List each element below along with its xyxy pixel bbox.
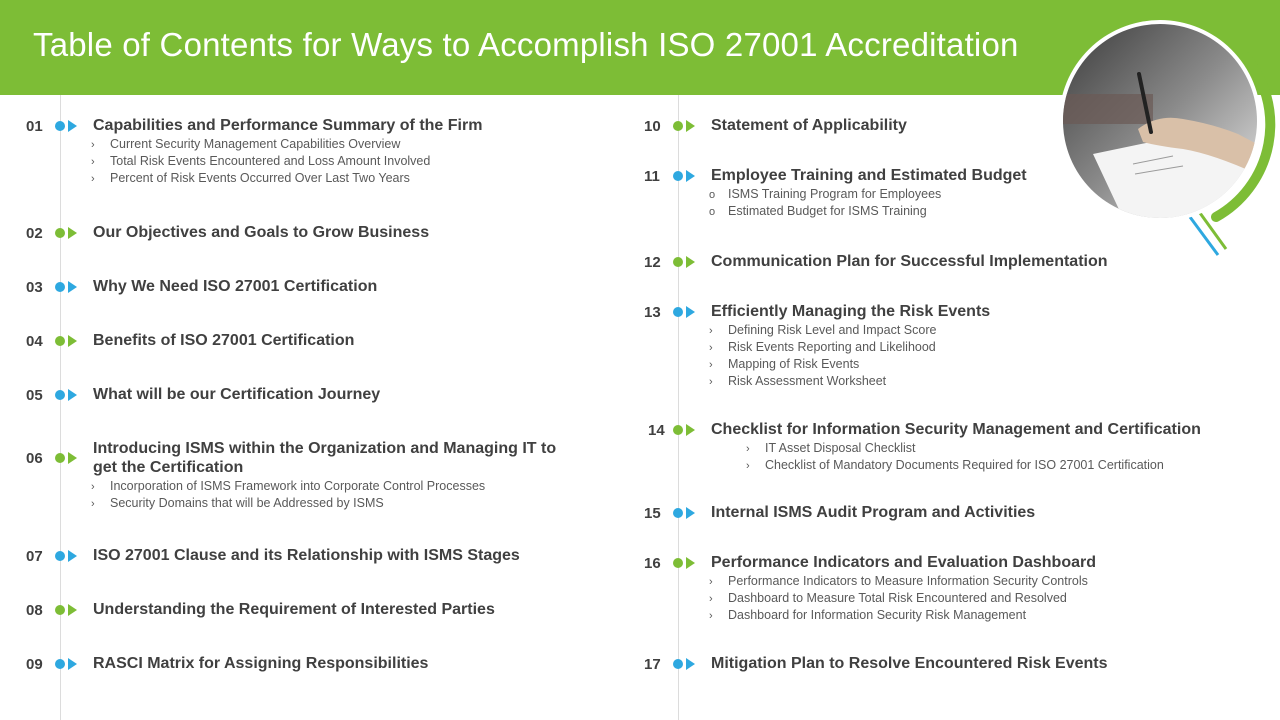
- green-arrow-marker-icon: [55, 226, 81, 240]
- toc-item-number: 17: [644, 656, 661, 673]
- toc-item-title[interactable]: Communication Plan for Successful Implementation: [711, 253, 1108, 270]
- toc-item-title[interactable]: Performance Indicators and Evaluation Dashboard: [711, 554, 1096, 571]
- toc-item-number: 01: [26, 118, 43, 135]
- toc-item-number: 11: [644, 168, 660, 185]
- blue-arrow-marker-icon: [55, 657, 81, 671]
- toc-subitem: › Current Security Management Capabilities Overview: [91, 137, 401, 151]
- green-arrow-marker-icon: [673, 423, 699, 437]
- toc-subitem-list: [746, 440, 1164, 474]
- toc-item-number: 02: [26, 225, 43, 242]
- toc-item-title[interactable]: Understanding the Requirement of Interested Parties: [93, 601, 495, 618]
- blue-arrow-marker-icon: [673, 506, 699, 520]
- green-arrow-marker-icon: [673, 556, 699, 570]
- toc-subitem: › Security Domains that will be Addressed by ISMS: [91, 496, 384, 510]
- toc-item-title[interactable]: Benefits of ISO 27001 Certification: [93, 332, 355, 349]
- toc-subitem: › Checklist of Mandatory Documents Required for ISO 27001 Certification: [746, 458, 1164, 472]
- toc-item-number: 15: [644, 505, 661, 522]
- toc-item-title[interactable]: Checklist for Information Security Management and Certification: [711, 421, 1201, 438]
- blue-arrow-marker-icon: [55, 549, 81, 563]
- toc-subitem: › Dashboard for Information Security Risk Management: [709, 608, 1027, 622]
- toc-item-title[interactable]: Introducing ISMS within the Organization and Managing IT to get the Certification: [93, 440, 557, 476]
- toc-item-number: 07: [26, 548, 43, 565]
- blue-arrow-marker-icon: [673, 169, 699, 183]
- toc-item-title[interactable]: Employee Training and Estimated Budget: [711, 167, 1027, 184]
- toc-subitem: › Dashboard to Measure Total Risk Encountered and Resolved: [709, 591, 1067, 605]
- page-title: Table of Contents for Ways to Accomplish ISO 27001 Accreditation: [33, 26, 1019, 63]
- toc-item-title[interactable]: ISO 27001 Clause and its Relationship with ISMS Stages: [93, 547, 520, 564]
- green-arrow-marker-icon: [55, 451, 81, 465]
- blue-arrow-marker-icon: [55, 119, 81, 133]
- toc-item-number: 12: [644, 254, 661, 271]
- green-arrow-marker-icon: [673, 119, 699, 133]
- toc-item-title[interactable]: RASCI Matrix for Assigning Responsibilities: [93, 655, 429, 672]
- blue-arrow-marker-icon: [55, 388, 81, 402]
- toc-item-number: 06: [26, 450, 43, 467]
- toc-item-number: 05: [26, 387, 43, 404]
- left-timeline-line: [60, 95, 61, 720]
- toc-item-number: 08: [26, 602, 43, 619]
- toc-subitem: › Performance Indicators to Measure Information Security Controls: [709, 574, 1088, 588]
- toc-subitem: › Defining Risk Level and Impact Score: [709, 323, 937, 337]
- toc-item-title[interactable]: Efficiently Managing the Risk Events: [711, 303, 991, 320]
- toc-subitem: o Estimated Budget for ISMS Training: [709, 204, 927, 218]
- toc-subitem-list: [709, 573, 1088, 624]
- toc-item-title[interactable]: Statement of Applicability: [711, 117, 907, 134]
- toc-item-title[interactable]: Mitigation Plan to Resolve Encountered Risk Events: [711, 655, 1108, 672]
- toc-item-number: 16: [644, 555, 661, 572]
- toc-item-title[interactable]: Internal ISMS Audit Program and Activities: [711, 504, 1036, 521]
- hand-writing-photo-icon: [1063, 24, 1257, 218]
- toc-item-number: 13: [644, 304, 661, 321]
- green-arrow-marker-icon: [55, 603, 81, 617]
- blue-arrow-marker-icon: [673, 657, 699, 671]
- toc-item-title[interactable]: Capabilities and Performance Summary of the Firm: [93, 117, 483, 134]
- toc-subitem-list: [709, 322, 936, 390]
- toc-item-number: 03: [26, 279, 43, 296]
- toc-subitem: › Total Risk Events Encountered and Loss Amount Involved: [91, 154, 431, 168]
- toc-item-title[interactable]: What will be our Certification Journey: [93, 386, 381, 403]
- toc-subitem: o ISMS Training Program for Employees: [709, 187, 942, 201]
- toc-subitem: › Incorporation of ISMS Framework into Corporate Control Processes: [91, 479, 486, 493]
- toc-subitem: › Risk Events Reporting and Likelihood: [709, 340, 936, 354]
- toc-item-number: 10: [644, 118, 661, 135]
- blue-arrow-marker-icon: [55, 280, 81, 294]
- toc-subitem-list: [91, 478, 485, 512]
- toc-item-number: 09: [26, 656, 43, 673]
- toc-subitem: › Risk Assessment Worksheet: [709, 374, 887, 388]
- toc-subitem-list: [91, 136, 430, 187]
- toc-item-title[interactable]: Our Objectives and Goals to Grow Business: [93, 224, 430, 241]
- right-timeline-line: [678, 95, 679, 720]
- toc-subitem: › Percent of Risk Events Occurred Over Last Two Years: [91, 171, 410, 185]
- toc-subitem: › Mapping of Risk Events: [709, 357, 860, 371]
- toc-item-number: 14: [648, 422, 665, 439]
- toc-subitem: › IT Asset Disposal Checklist: [746, 441, 916, 455]
- toc-item-number: 04: [26, 333, 43, 350]
- blue-arrow-marker-icon: [673, 305, 699, 319]
- toc-item-title[interactable]: Why We Need ISO 27001 Certification: [93, 278, 378, 295]
- green-arrow-marker-icon: [55, 334, 81, 348]
- toc-subitem-list: [709, 186, 941, 220]
- green-arrow-marker-icon: [673, 255, 699, 269]
